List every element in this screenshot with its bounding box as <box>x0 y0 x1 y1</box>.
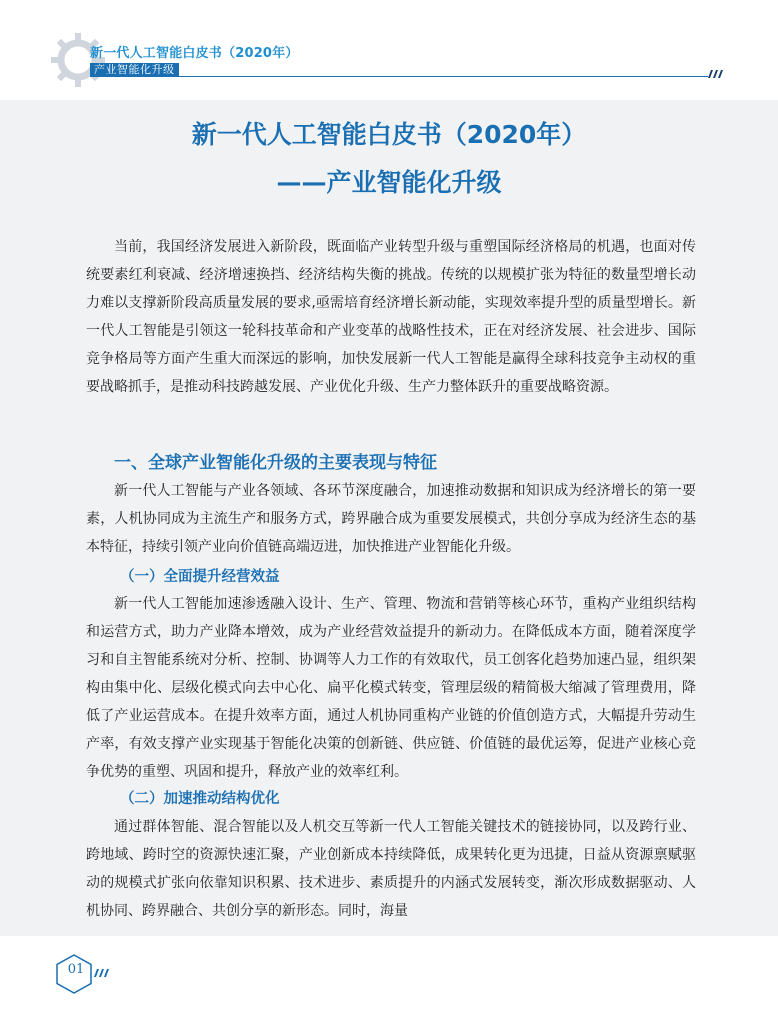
page-header <box>0 0 778 100</box>
header-subtitle: 产业智能化升级 <box>90 63 179 77</box>
document-title: 新一代人工智能白皮书（2020年） <box>191 120 587 149</box>
page-footer <box>0 936 778 1024</box>
header-title: 新一代人工智能白皮书（2020年） <box>90 46 299 61</box>
stripes-icon <box>708 70 726 78</box>
section-paragraph: 新一代人工智能与产业各领域、各环节深度融合，加速推动数据和知识成为经济增长的第一要素，人机协同成为主流生产和服务方式，跨界融合成为重要发展模式，共创分享成为经济生态的基本特征，持续引领产业向价值链高端迈进，加快推进产业智能化升级。 <box>86 483 696 555</box>
subsection-heading: （一）全面提升经营效益 <box>120 569 280 585</box>
subsection-paragraph: 新一代人工智能加速渗透融入设计、生产、管理、物流和营销等核心环节，重构产业组织结构和运营方式，助力产业降本增效，成为产业经营效益提升的新动力。在降低成本方面，随着深度学习和自主智能系统对分析、控制、协调等人力工作的有效取代，员工创客化趋势加速凸显，组织架构由集中化、层级化模式向去中心化、扁平化模式转变，管理层级的精简极大缩减了管理费用，降低了产业运营成本。在提升效率方面，通过人机协同重构产业链的价值创造方式，大幅提升劳动生产率，有效支撑产业实现基于智能化决策的创新链、供应链、价值链的最优运筹，促进产业核心竞争优势的重塑、巩固和提升，释放产业的效率红利。 <box>86 596 696 780</box>
stripes-icon <box>94 969 110 977</box>
subsection-heading: （二）加速推动结构优化 <box>120 791 280 807</box>
page-number: 01 <box>67 962 85 977</box>
header-divider <box>174 76 708 77</box>
document-subtitle: ——产业智能化升级 <box>276 168 502 197</box>
section-heading: 一、全球产业智能化升级的主要表现与特征 <box>114 453 437 473</box>
intro-paragraph: 当前，我国经济发展进入新阶段，既面临产业转型升级与重塑国际经济格局的机遇，也面对传统要素红利衰减、经济增速换挡、经济结构失衡的挑战。传统的以规模扩张为特征的数量型增长动力难以支撑新阶段高质量发展的要求,亟需培育经济增长新动能，实现效率提升型的质量型增长。新一代人工智能是引领这一轮科技革命和产业变革的战略性技术，正在对经济发展、社会进步、国际竞争格局等方面产生重大而深远的影响，加快发展新一代人工智能是赢得全球科技竞争主动权的重要战略抓手，是推动科技跨越发展、产业优化升级、生产力整体跃升的重要战略资源。 <box>86 239 696 395</box>
subsection-paragraph: 通过群体智能、混合智能以及人机交互等新一代人工智能关键技术的链接协同，以及跨行业、跨地域、跨时空的资源快速汇聚，产业创新成本持续降低，成果转化更为迅捷，日益从资源禀赋驱动的规模式扩张向依靠知识积累、技术进步、素质提升的内涵式发展转变，渐次形成数据驱动、人机协同、跨界融合、共创分享的新形态。同时，海量 <box>86 819 696 919</box>
